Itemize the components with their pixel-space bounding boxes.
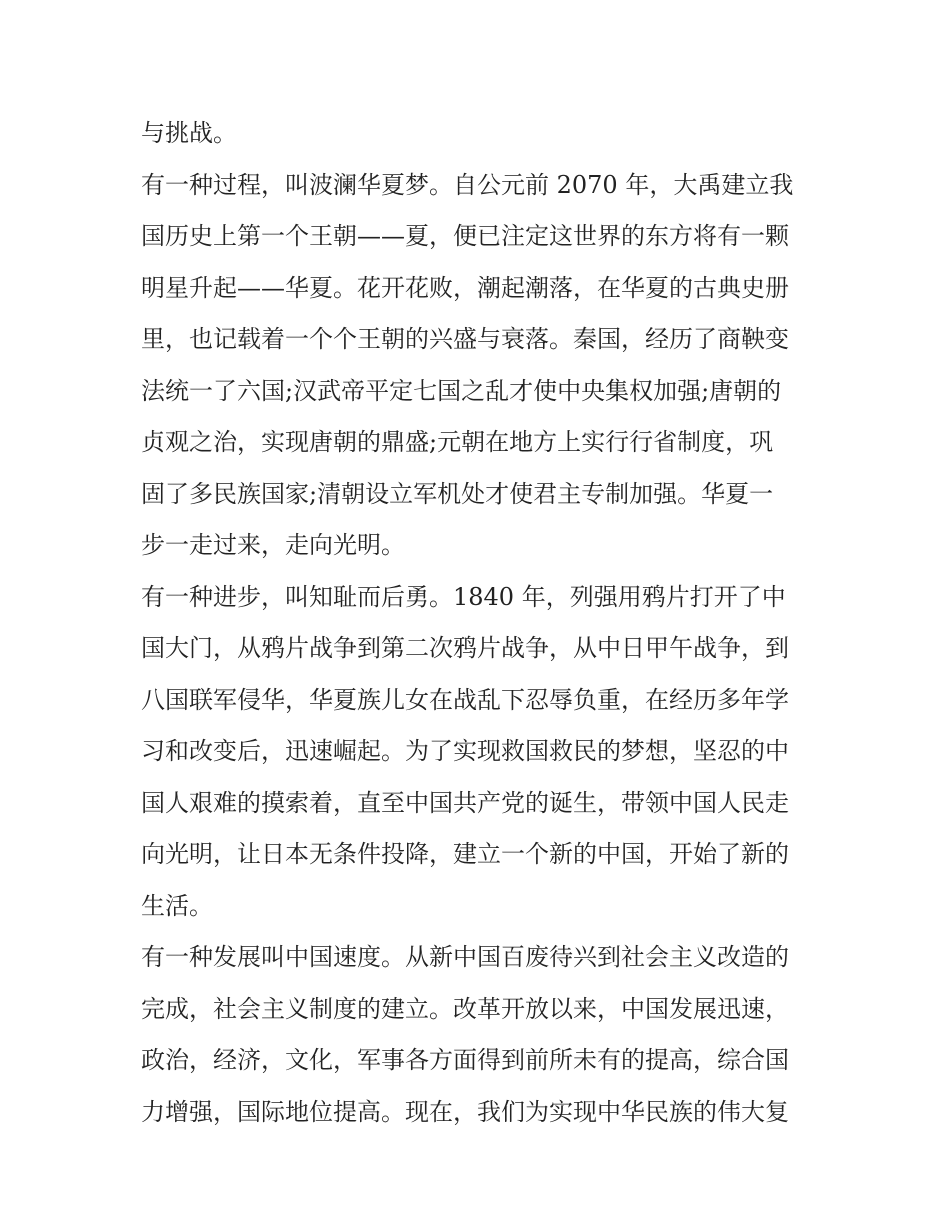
text-line: 八国联军侵华，华夏族儿女在战乱下忍辱负重，在经历多年学 <box>141 685 789 714</box>
text-line: 有一种发展叫中国速度。从新中国百废待兴到社会主义改造的 <box>141 943 789 971</box>
text-line: 向光明，让日本无条件投降，建立一个新的中国，开始了新的 <box>141 840 789 868</box>
text-line: 里，也记载着一个个王朝的兴盛与衰落。秦国，经历了商鞅变 <box>141 325 789 353</box>
text-line: 力增强，国际地位提高。现在，我们为实现中华民族的伟大复 <box>141 1097 789 1126</box>
text-line: 政治，经济，文化，军事各方面得到前所未有的提高，综合国 <box>141 1046 789 1074</box>
text-line: 明星升起——华夏。花开花败，潮起潮落，在华夏的古典史册 <box>141 273 789 302</box>
text-line: 完成，社会主义制度的建立。改革开放以来，中国发展迅速， <box>141 994 789 1023</box>
text-line: 有一种过程，叫波澜华夏梦。自公元前 2070 年，大禹建立我 <box>141 170 794 199</box>
text-line: 有一种进步，叫知耻而后勇。1840 年，列强用鸦片打开了中 <box>141 582 786 611</box>
text-line: 步一走过来，走向光明。 <box>141 531 405 559</box>
text-line: 国人艰难的摸索着，直至中国共产党的诞生，带领中国人民走 <box>141 788 789 817</box>
document-body <box>141 108 821 1138</box>
text-line: 固了多民族国家;清朝设立军机处才使君主专制加强。华夏一 <box>141 479 774 508</box>
text-line: 国大门，从鸦片战争到第二次鸦片战争，从中日甲午战争，到 <box>141 634 789 662</box>
text-line: 国历史上第一个王朝——夏，便已注定这世界的东方将有一颗 <box>141 222 789 250</box>
text-line: 习和改变后，迅速崛起。为了实现救国救民的梦想，坚忍的中 <box>141 737 789 765</box>
text-line: 法统一了六国;汉武帝平定七国之乱才使中央集权加强;唐朝的 <box>141 376 782 405</box>
text-line: 生活。 <box>141 891 213 920</box>
text-line: 贞观之治，实现唐朝的鼎盛;元朝在地方上实行行省制度，巩 <box>141 428 774 456</box>
text-line: 与挑战。 <box>141 119 237 147</box>
